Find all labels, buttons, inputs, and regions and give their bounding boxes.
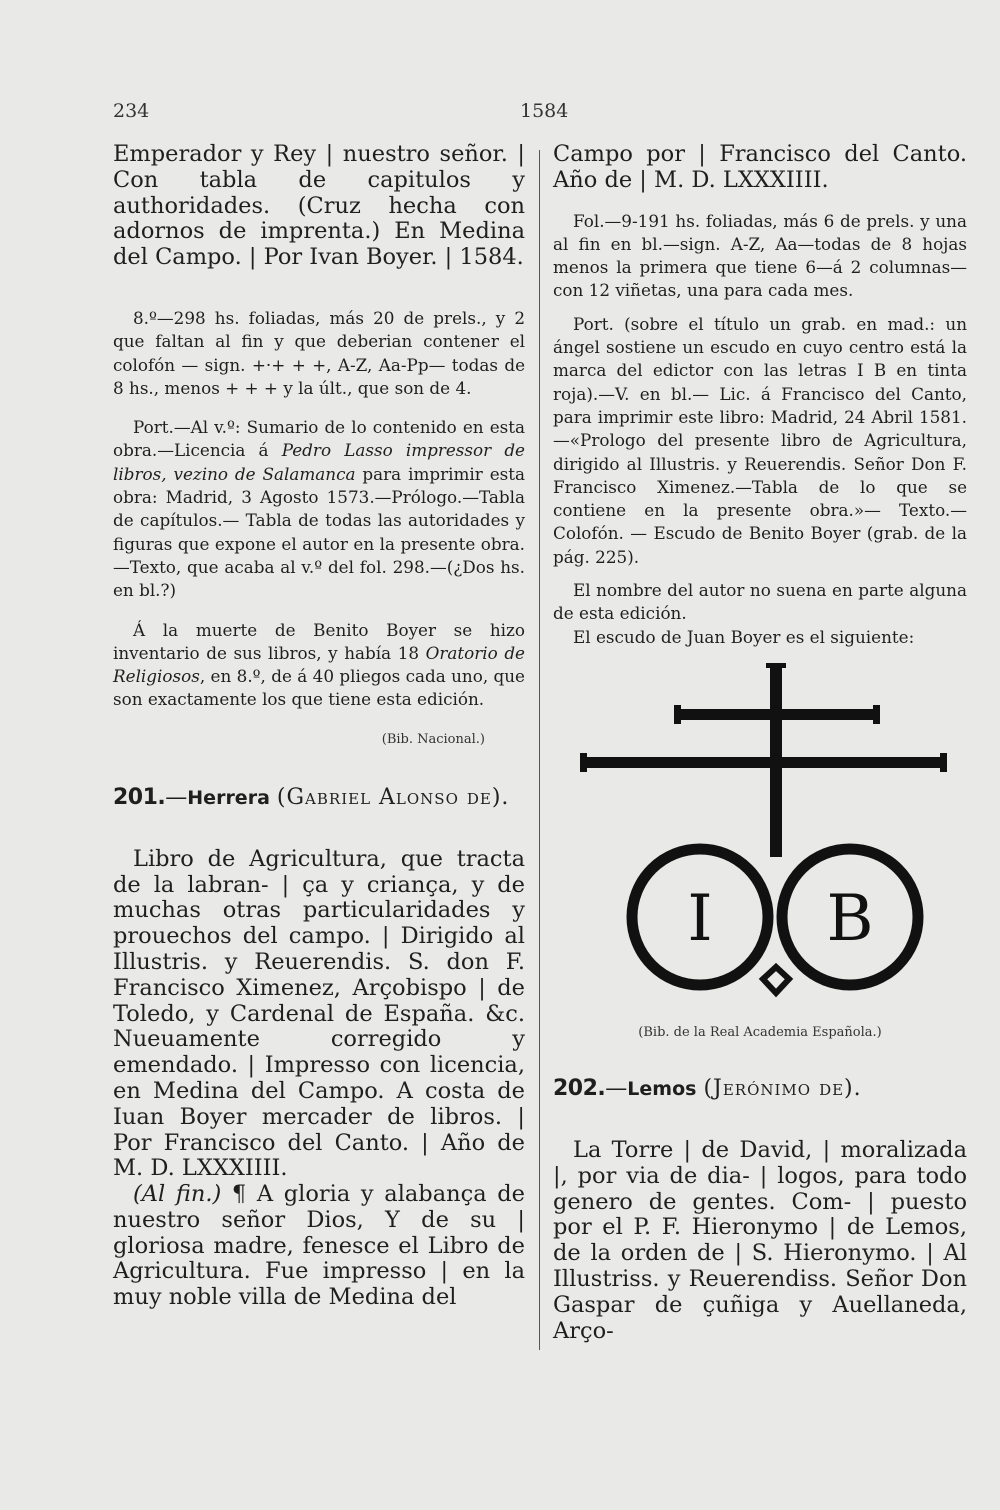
entry-number: 202.	[553, 1075, 606, 1101]
emblem-letter-b: B	[826, 881, 874, 956]
entry-author-names: (Gabriel Alonso de).	[276, 784, 510, 810]
entry-202-heading: 202.—Lemos (Jerónimo de).	[553, 1075, 862, 1101]
left-contents: Port.—Al v.º: Sumario de lo contenido en esta obra.—Licencia á Pedro Lasso impressor de libros, vezino de Salamanca para imprimir esta obra: Madrid, 3 Agosto 1573.—Prólogo.—Tabla de capítulos.— Tabla de todas las autoridades y figuras que expone el autor en la presente obra.—Texto, que acaba al v.º del fol. 298.—(¿Dos hs. en bl.?)	[113, 417, 525, 601]
source-real-academia: (Bib. de la Real Academia Española.)	[638, 1024, 882, 1040]
entry-202-title: La Torre | de David, | moralizada |, por via de dia- | logos, para todo genero de gentes. Com- | puesto por el P. F. Hieronymo | de Lemos, de la orden de | S. Hieronymo. | Al Illustriss. y Reuerendiss. Señor Don Gaspar de çuñiga y Auellaneda, Arço-	[553, 1136, 967, 1344]
right-author-note: El nombre del autor no suena en parte alguna de esta edición.	[553, 580, 967, 624]
column-divider	[539, 150, 540, 1350]
entry-201-heading: 201.—Herrera (Gabriel Alonso de).	[113, 784, 510, 810]
right-contents: Port. (sobre el título un grab. en mad.: un ángel sostiene un escudo en cuyo centro está la marca del edictor con las letras I B en tinta roja).—V. en bl.— Lic. á Francisco del Canto, para imprimir este libro: Madrid, 24 Abril 1581.—«Prologo del presente libro de Agricultura, dirigido al Illustris. y Reuerendis. Señor Don F. Francisco Ximenez.—Tabla de lo que se contiene en la presente obra.»— Texto.—Colofón. — Escudo de Benito Boyer (grab. de la pág. 225).	[553, 313, 967, 567]
printer-mark-emblem	[570, 657, 950, 1017]
entry-author-names: (Jerónimo de).	[703, 1075, 862, 1101]
source-bib-nacional: (Bib. Nacional.)	[381, 731, 485, 747]
right-emblem-intro: El escudo de Juan Boyer es el siguiente:	[573, 626, 915, 647]
entry-author: Herrera	[187, 786, 270, 809]
right-column	[553, 142, 967, 1344]
left-collation: 8.º—298 hs. foliadas, más 20 de prels., y 2 que faltan al fin y que deberian contener el colofón — sign. +·+ + +, A-Z, Aa-Pp— todas de 8 hs., menos + + + y la últ., que son de 4.	[113, 307, 525, 398]
running-head-year: 1584	[520, 100, 569, 122]
right-title-continuation: Campo por | Francisco del Canto. Año de | M. D. LXXXIIII.	[553, 141, 967, 193]
entry-201-title: Libro de Agricultura, que tracta de la labran- | ça y criança, y de muchas otras particularidades y prouechos del campo. | Dirigido al Illustris. y Reuerendis. S. don F. Francisco Ximenez, Arçobispo | de Toledo, y Cardenal de España. &c. Nueuamente corregido y emendado. | Impresso con licencia, en Medina del Campo. A costa de Iuan Boyer mercader de libros. | Por Francisco del Canto. | Año de M. D. LXXXIIII.	[113, 845, 525, 1182]
entry-author: Lemos	[627, 1077, 697, 1100]
left-title-continuation: Emperador y Rey | nuestro señor. | Con tabla de capitulos y authoridades. (Cruz hecha con adornos de imprenta.) En Medina del Campo. | Por Ivan Boyer. | 1584.	[113, 141, 525, 271]
emblem-letter-i: I	[687, 881, 713, 956]
page-number: 234	[113, 100, 150, 122]
right-collation: Fol.—9-191 hs. foliadas, más 6 de prels. y una al fin en bl.—sign. A-Z, Aa—todas de 8 hojas menos la primera que tiene 6—á 2 columnas—con 12 viñetas, una para cada mes.	[553, 210, 967, 301]
left-inventory-note: Á la muerte de Benito Boyer se hizo inventario de sus libros, y había 18 Oratorio de Religiosos, en 8.º, de á 40 pliegos cada uno, que son exactamente los que tiene esta edición.	[113, 619, 525, 710]
entry-number: 201.	[113, 784, 166, 810]
left-column	[113, 142, 525, 1311]
entry-201-colophon: (Al fin.) ¶ A gloria y alabança de nuestro señor Dios, Y de su | gloriosa madre, fenesce el Libro de Agricultura. Fue impresso | en la muy noble villa de Medina del	[113, 1181, 525, 1311]
